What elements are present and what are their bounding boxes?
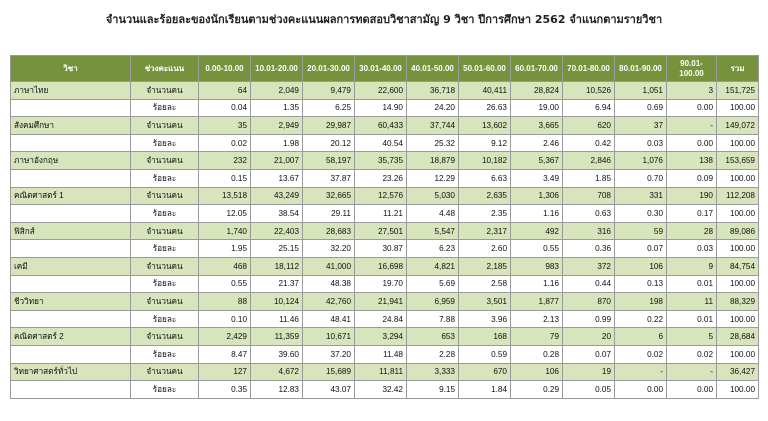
percent-cell: 9.15	[407, 381, 459, 399]
percent-cell: 20.12	[303, 134, 355, 152]
count-cell: 2,185	[459, 257, 511, 275]
table-row-percent	[11, 134, 759, 152]
count-cell: 127	[199, 363, 251, 381]
count-cell: 64	[199, 82, 251, 100]
percent-cell: 43.07	[303, 381, 355, 399]
count-cell: 16,698	[355, 257, 407, 275]
percent-cell: 2.13	[511, 310, 563, 328]
percent-cell: 0.00	[667, 134, 717, 152]
percent-cell: 0.28	[511, 345, 563, 363]
row-label-percent: ร้อยละ	[131, 99, 199, 117]
row-label-count: จำนวนคน	[131, 363, 199, 381]
percent-cell: 7.88	[407, 310, 459, 328]
subject-name: ฟิสิกส์	[11, 222, 131, 240]
percent-cell: 32.20	[303, 240, 355, 258]
row-label-count: จำนวนคน	[131, 328, 199, 346]
count-cell: 12,576	[355, 187, 407, 205]
page-title: จำนวนและร้อยละของนักเรียนตามช่วงคะแนนผลการทดสอบวิชาสามัญ 9 วิชา ปีการศึกษา 2562 จำแนกตามรายวิชา	[105, 13, 663, 26]
count-cell: 6	[615, 328, 667, 346]
percent-cell: 0.07	[563, 345, 615, 363]
count-cell: 149,072	[717, 117, 759, 135]
table-row-count	[11, 328, 759, 346]
count-cell: 43,249	[251, 187, 303, 205]
percent-cell: 4.48	[407, 205, 459, 223]
score-distribution-table	[10, 55, 759, 399]
percent-cell: 0.17	[667, 205, 717, 223]
subject-name: เคมี	[11, 257, 131, 275]
percent-cell: 0.44	[563, 275, 615, 293]
count-cell: 653	[407, 328, 459, 346]
subject-spacer	[11, 310, 131, 328]
subject-spacer	[11, 275, 131, 293]
count-cell: 1,740	[199, 222, 251, 240]
count-cell: 36,427	[717, 363, 759, 381]
percent-cell: 19.70	[355, 275, 407, 293]
percent-cell: 6.23	[407, 240, 459, 258]
percent-cell: 0.55	[199, 275, 251, 293]
percent-cell: 0.42	[563, 134, 615, 152]
row-label-percent: ร้อยละ	[131, 134, 199, 152]
percent-cell: 11.21	[355, 205, 407, 223]
count-cell: 2,049	[251, 82, 303, 100]
subject-spacer	[11, 99, 131, 117]
table-row-count	[11, 293, 759, 311]
count-cell: 1,051	[615, 82, 667, 100]
percent-cell: 39.60	[251, 345, 303, 363]
table-row-count	[11, 187, 759, 205]
count-cell: 5,367	[511, 152, 563, 170]
row-label-percent: ร้อยละ	[131, 240, 199, 258]
count-cell: 36,718	[407, 82, 459, 100]
percent-cell: 24.84	[355, 310, 407, 328]
count-cell: 13,518	[199, 187, 251, 205]
percent-cell: 30.87	[355, 240, 407, 258]
count-cell: 32,665	[303, 187, 355, 205]
count-cell: 492	[511, 222, 563, 240]
count-cell: 84,754	[717, 257, 759, 275]
header-bin: 60.01-70.00	[511, 56, 563, 82]
header-bin: 80.01-90.00	[615, 56, 667, 82]
percent-cell: 11.48	[355, 345, 407, 363]
table-row-percent	[11, 240, 759, 258]
percent-cell: 100.00	[717, 381, 759, 399]
percent-cell: 100.00	[717, 205, 759, 223]
count-cell: 37,744	[407, 117, 459, 135]
count-cell: 10,124	[251, 293, 303, 311]
count-cell: 11	[667, 293, 717, 311]
count-cell: 11,359	[251, 328, 303, 346]
count-cell: 190	[667, 187, 717, 205]
row-label-count: จำนวนคน	[131, 187, 199, 205]
count-cell: 19	[563, 363, 615, 381]
subject-name: ชีววิทยา	[11, 293, 131, 311]
percent-cell: 24.20	[407, 99, 459, 117]
count-cell: 21,007	[251, 152, 303, 170]
table-row-percent	[11, 169, 759, 187]
count-cell: 29,987	[303, 117, 355, 135]
subject-spacer	[11, 205, 131, 223]
header-row	[11, 56, 759, 82]
count-cell: 13,602	[459, 117, 511, 135]
percent-cell: 100.00	[717, 240, 759, 258]
count-cell: -	[667, 363, 717, 381]
count-cell: 2,317	[459, 222, 511, 240]
header-subject: วิชา	[11, 56, 131, 82]
count-cell: 22,600	[355, 82, 407, 100]
row-label-percent: ร้อยละ	[131, 275, 199, 293]
percent-cell: 0.55	[511, 240, 563, 258]
percent-cell: 0.02	[615, 345, 667, 363]
count-cell: 112,208	[717, 187, 759, 205]
percent-cell: 100.00	[717, 99, 759, 117]
header-bin: 20.01-30.00	[303, 56, 355, 82]
count-cell: 232	[199, 152, 251, 170]
count-cell: 6,959	[407, 293, 459, 311]
count-cell: 5,030	[407, 187, 459, 205]
count-cell: 316	[563, 222, 615, 240]
row-label-count: จำนวนคน	[131, 152, 199, 170]
count-cell: 1,877	[511, 293, 563, 311]
count-cell: 870	[563, 293, 615, 311]
percent-cell: 3.49	[511, 169, 563, 187]
count-cell: -	[667, 117, 717, 135]
count-cell: 37	[615, 117, 667, 135]
count-cell: 22,403	[251, 222, 303, 240]
percent-cell: 26.63	[459, 99, 511, 117]
count-cell: 18,112	[251, 257, 303, 275]
count-cell: 670	[459, 363, 511, 381]
count-cell: 2,846	[563, 152, 615, 170]
percent-cell: 2.58	[459, 275, 511, 293]
count-cell: 9,479	[303, 82, 355, 100]
percent-cell: 0.22	[615, 310, 667, 328]
count-cell: 79	[511, 328, 563, 346]
count-cell: 11,811	[355, 363, 407, 381]
row-label-percent: ร้อยละ	[131, 205, 199, 223]
percent-cell: 5.69	[407, 275, 459, 293]
count-cell: 3,501	[459, 293, 511, 311]
percent-cell: 1.16	[511, 205, 563, 223]
subject-name: วิทยาศาสตร์ทั่วไป	[11, 363, 131, 381]
percent-cell: 2.28	[407, 345, 459, 363]
table-row-count	[11, 257, 759, 275]
count-cell: 4,672	[251, 363, 303, 381]
subject-name: ภาษาอังกฤษ	[11, 152, 131, 170]
table-row-percent	[11, 99, 759, 117]
header-bin: 0.00-10.00	[199, 56, 251, 82]
count-cell: 2,635	[459, 187, 511, 205]
percent-cell: 0.15	[199, 169, 251, 187]
count-cell: 1,076	[615, 152, 667, 170]
row-label-count: จำนวนคน	[131, 82, 199, 100]
row-label-percent: ร้อยละ	[131, 381, 199, 399]
table-row-count	[11, 152, 759, 170]
count-cell: 151,725	[717, 82, 759, 100]
percent-cell: 0.01	[667, 275, 717, 293]
count-cell: 42,760	[303, 293, 355, 311]
count-cell: 3	[667, 82, 717, 100]
count-cell: 20	[563, 328, 615, 346]
table-row-count	[11, 117, 759, 135]
percent-cell: 0.03	[667, 240, 717, 258]
percent-cell: 38.54	[251, 205, 303, 223]
percent-cell: 0.10	[199, 310, 251, 328]
percent-cell: 32.42	[355, 381, 407, 399]
percent-cell: 0.63	[563, 205, 615, 223]
count-cell: 10,182	[459, 152, 511, 170]
percent-cell: 0.02	[199, 134, 251, 152]
percent-cell: 25.15	[251, 240, 303, 258]
percent-cell: 37.20	[303, 345, 355, 363]
count-cell: 35,735	[355, 152, 407, 170]
percent-cell: 100.00	[717, 134, 759, 152]
percent-cell: 6.25	[303, 99, 355, 117]
percent-cell: 100.00	[717, 169, 759, 187]
percent-cell: 1.95	[199, 240, 251, 258]
count-cell: 331	[615, 187, 667, 205]
count-cell: 983	[511, 257, 563, 275]
subject-spacer	[11, 169, 131, 187]
row-label-count: จำนวนคน	[131, 117, 199, 135]
subject-name: สังคมศึกษา	[11, 117, 131, 135]
count-cell: 3,294	[355, 328, 407, 346]
percent-cell: 2.46	[511, 134, 563, 152]
table-row-count	[11, 222, 759, 240]
count-cell: 35	[199, 117, 251, 135]
percent-cell: 1.16	[511, 275, 563, 293]
percent-cell: 100.00	[717, 275, 759, 293]
percent-cell: 0.29	[511, 381, 563, 399]
percent-cell: 6.63	[459, 169, 511, 187]
percent-cell: 12.29	[407, 169, 459, 187]
count-cell: 2,429	[199, 328, 251, 346]
subject-name: คณิตศาสตร์ 1	[11, 187, 131, 205]
count-cell: 21,941	[355, 293, 407, 311]
count-cell: 88	[199, 293, 251, 311]
count-cell: 88,329	[717, 293, 759, 311]
count-cell: 106	[615, 257, 667, 275]
header-bin: 90.01-100.00	[667, 56, 717, 82]
percent-cell: 3.96	[459, 310, 511, 328]
count-cell: 5,547	[407, 222, 459, 240]
count-cell: 28,824	[511, 82, 563, 100]
percent-cell: 48.38	[303, 275, 355, 293]
percent-cell: 29.11	[303, 205, 355, 223]
count-cell: 59	[615, 222, 667, 240]
percent-cell: 14.90	[355, 99, 407, 117]
header-bin: 10.01-20.00	[251, 56, 303, 82]
count-cell: 106	[511, 363, 563, 381]
percent-cell: 0.03	[615, 134, 667, 152]
table-row-count	[11, 363, 759, 381]
percent-cell: 25.32	[407, 134, 459, 152]
percent-cell: 0.70	[615, 169, 667, 187]
header-range: ช่วงคะแนน	[131, 56, 199, 82]
percent-cell: 8.47	[199, 345, 251, 363]
table-row-percent	[11, 275, 759, 293]
table-row-percent	[11, 345, 759, 363]
subject-spacer	[11, 240, 131, 258]
percent-cell: 37.87	[303, 169, 355, 187]
percent-cell: 0.69	[615, 99, 667, 117]
subject-spacer	[11, 134, 131, 152]
percent-cell: 0.00	[667, 381, 717, 399]
percent-cell: 0.07	[615, 240, 667, 258]
count-cell: 468	[199, 257, 251, 275]
subject-name: คณิตศาสตร์ 2	[11, 328, 131, 346]
count-cell: 28,684	[717, 328, 759, 346]
count-cell: 168	[459, 328, 511, 346]
percent-cell: 48.41	[303, 310, 355, 328]
count-cell: 9	[667, 257, 717, 275]
percent-cell: 0.00	[667, 99, 717, 117]
header-total: รวม	[717, 56, 759, 82]
percent-cell: 1.35	[251, 99, 303, 117]
count-cell: 5	[667, 328, 717, 346]
count-cell: 58,197	[303, 152, 355, 170]
count-cell: 153,659	[717, 152, 759, 170]
subject-spacer	[11, 345, 131, 363]
percent-cell: 40.54	[355, 134, 407, 152]
percent-cell: 0.35	[199, 381, 251, 399]
count-cell: 60,433	[355, 117, 407, 135]
table-row-percent	[11, 205, 759, 223]
count-cell: 2,949	[251, 117, 303, 135]
table-row-count	[11, 82, 759, 100]
percent-cell: 6.94	[563, 99, 615, 117]
header-bin: 50.01-60.00	[459, 56, 511, 82]
count-cell: 4,821	[407, 257, 459, 275]
count-cell: 10,671	[303, 328, 355, 346]
count-cell: 620	[563, 117, 615, 135]
count-cell: 1,306	[511, 187, 563, 205]
count-cell: 3,333	[407, 363, 459, 381]
count-cell: 28	[667, 222, 717, 240]
row-label-percent: ร้อยละ	[131, 169, 199, 187]
header-bin: 70.01-80.00	[563, 56, 615, 82]
percent-cell: 0.13	[615, 275, 667, 293]
percent-cell: 1.98	[251, 134, 303, 152]
percent-cell: 0.59	[459, 345, 511, 363]
percent-cell: 1.84	[459, 381, 511, 399]
header-bin: 40.01-50.00	[407, 56, 459, 82]
percent-cell: 2.60	[459, 240, 511, 258]
percent-cell: 0.04	[199, 99, 251, 117]
count-cell: 3,665	[511, 117, 563, 135]
count-cell: 138	[667, 152, 717, 170]
percent-cell: 0.00	[615, 381, 667, 399]
percent-cell: 19.00	[511, 99, 563, 117]
count-cell: 10,526	[563, 82, 615, 100]
subject-spacer	[11, 381, 131, 399]
count-cell: 15,689	[303, 363, 355, 381]
percent-cell: 100.00	[717, 310, 759, 328]
count-cell: 28,683	[303, 222, 355, 240]
count-cell: 198	[615, 293, 667, 311]
percent-cell: 13.67	[251, 169, 303, 187]
percent-cell: 0.02	[667, 345, 717, 363]
percent-cell: 2.35	[459, 205, 511, 223]
percent-cell: 1.85	[563, 169, 615, 187]
percent-cell: 12.05	[199, 205, 251, 223]
count-cell: 18,879	[407, 152, 459, 170]
count-cell: 27,501	[355, 222, 407, 240]
percent-cell: 11.46	[251, 310, 303, 328]
percent-cell: 9.12	[459, 134, 511, 152]
table-row-percent	[11, 310, 759, 328]
percent-cell: 0.09	[667, 169, 717, 187]
count-cell: -	[615, 363, 667, 381]
percent-cell: 100.00	[717, 345, 759, 363]
count-cell: 372	[563, 257, 615, 275]
percent-cell: 0.05	[563, 381, 615, 399]
row-label-count: จำนวนคน	[131, 222, 199, 240]
percent-cell: 12.83	[251, 381, 303, 399]
count-cell: 708	[563, 187, 615, 205]
count-cell: 89,086	[717, 222, 759, 240]
percent-cell: 21.37	[251, 275, 303, 293]
row-label-count: จำนวนคน	[131, 257, 199, 275]
percent-cell: 0.36	[563, 240, 615, 258]
percent-cell: 0.01	[667, 310, 717, 328]
row-label-percent: ร้อยละ	[131, 310, 199, 328]
subject-name: ภาษาไทย	[11, 82, 131, 100]
percent-cell: 0.30	[615, 205, 667, 223]
header-bin: 30.01-40.00	[355, 56, 407, 82]
row-label-percent: ร้อยละ	[131, 345, 199, 363]
percent-cell: 23.26	[355, 169, 407, 187]
count-cell: 40,411	[459, 82, 511, 100]
table-row-percent	[11, 381, 759, 399]
count-cell: 41,000	[303, 257, 355, 275]
row-label-count: จำนวนคน	[131, 293, 199, 311]
percent-cell: 0.99	[563, 310, 615, 328]
